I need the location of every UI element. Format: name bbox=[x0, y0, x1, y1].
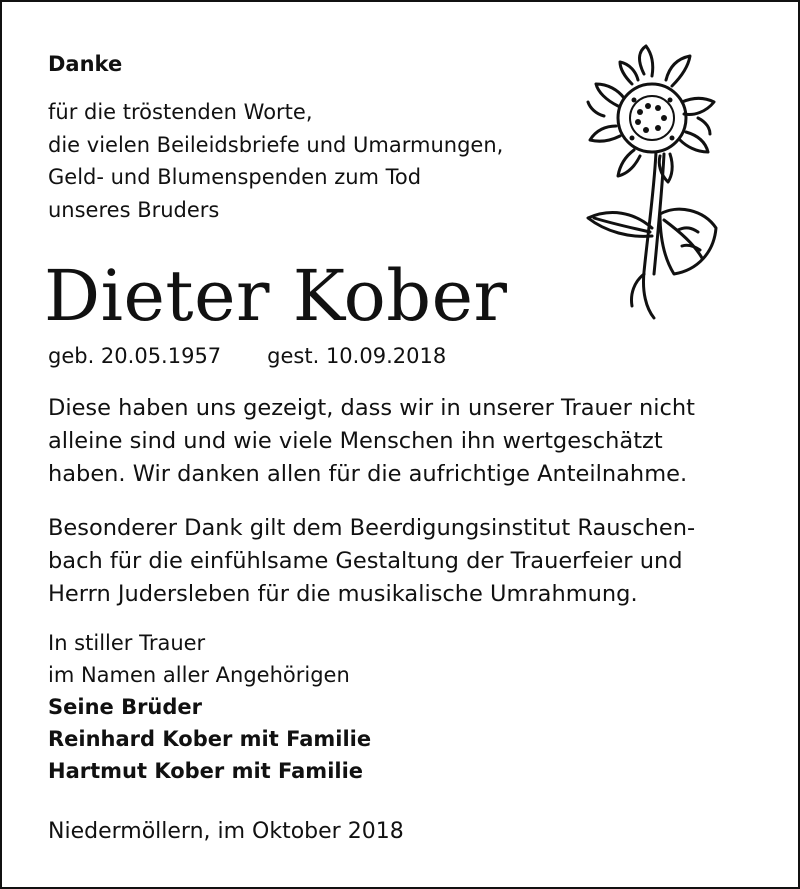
signer-line: Reinhard Kober mit Familie bbox=[48, 727, 372, 751]
intro-line: für die tröstenden Worte, bbox=[48, 100, 313, 124]
intro-line: unseres Bruders bbox=[48, 197, 220, 222]
sunflower-icon bbox=[574, 42, 724, 322]
intro-text bbox=[48, 96, 503, 226]
death-date: gest. 10.09.2018 bbox=[267, 344, 447, 368]
signer-line: Seine Brüder bbox=[48, 695, 203, 719]
life-dates bbox=[48, 342, 446, 370]
paragraph-line: haben. Wir danken allen für die aufrichtige Anteilnahme. bbox=[48, 461, 688, 487]
paragraph-line: alleine sind und wie viele Menschen ihn wertgeschätzt bbox=[48, 428, 663, 454]
intro-line: die vielen Beileidsbriefe und Umarmungen, bbox=[48, 132, 504, 157]
notice-heading: Danke bbox=[48, 52, 123, 76]
paragraph-line: Herrn Judersleben für die musikalische Umrahmung. bbox=[48, 581, 638, 607]
thanks-paragraph bbox=[48, 392, 695, 491]
deceased-name: Dieter Kober bbox=[44, 255, 508, 337]
paragraph-line: Diese haben uns gezeigt, dass wir in unserer Trauer nicht bbox=[48, 395, 695, 421]
closing-block bbox=[48, 627, 371, 787]
paragraph-line: bach für die einfühlsame Gestaltung der Trauerfeier und bbox=[48, 548, 683, 574]
paragraph-line: Besonderer Dank gilt dem Beerdigungsinstitut Rauschen- bbox=[48, 515, 696, 541]
signer-line: Hartmut Kober mit Familie bbox=[48, 759, 364, 783]
place-date: Niedermöllern, im Oktober 2018 bbox=[48, 819, 404, 844]
birth-date: geb. 20.05.1957 bbox=[48, 344, 222, 368]
special-thanks-paragraph bbox=[48, 512, 695, 611]
closing-line: im Namen aller Angehörigen bbox=[48, 663, 350, 687]
closing-line: In stiller Trauer bbox=[48, 631, 206, 655]
intro-line: Geld- und Blumenspenden zum Tod bbox=[48, 165, 422, 189]
